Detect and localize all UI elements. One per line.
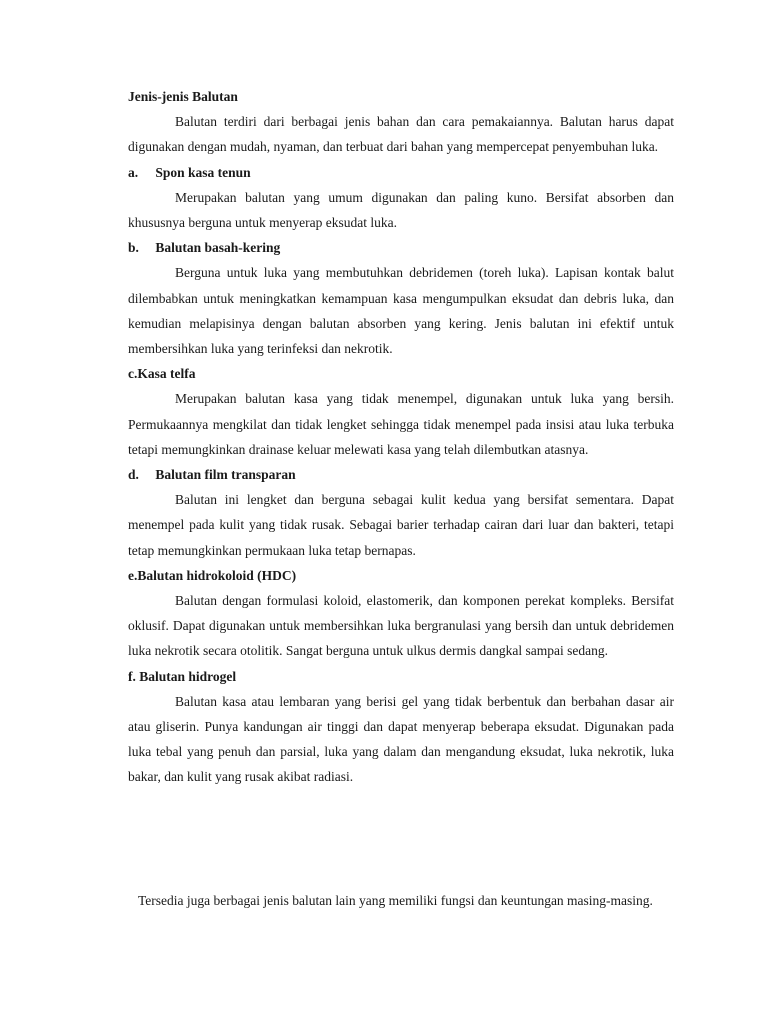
section-b-heading	[128, 235, 674, 260]
section-c-heading	[128, 361, 674, 386]
document-body	[128, 84, 674, 790]
section-c-marker: c.	[128, 366, 138, 382]
intro-paragraph: Balutan terdiri dari berbagai jenis bahan dan cara pemakaiannya. Balutan harus dapat digunakan dengan mudah, nyaman, dan terbuat dari bahan yang mempercepat penyembuhan luka.	[128, 114, 674, 155]
section-c-title: Kasa telfa	[137, 366, 196, 382]
section-b-marker: b.	[128, 240, 139, 256]
section-d-body: Balutan ini lengket dan berguna sebagai kulit kedua yang bersifat sementara. Dapat menempel pada kulit yang tidak rusak. Sebagai barier terhadap cairan dari luar dan bakteri, tetapi tetap memungkinkan permukaan luka tetap bernapas.	[128, 492, 674, 558]
section-c-body: Merupakan balutan kasa yang tidak menempel, digunakan untuk luka yang bersih. Permukaannya mengkilat dan tidak lengket sehingga tidak menempel pada insisi atau luka terbuka tetapi memungkinkan drainase keluar melewati kasa yang telah dilembutkan atasnya.	[128, 391, 674, 457]
section-f-title: Balutan hidrogel	[139, 668, 237, 684]
section-d-heading	[128, 462, 674, 487]
section-d-marker: d.	[128, 467, 139, 483]
section-e-heading	[128, 563, 674, 588]
section-a-body: Merupakan balutan yang umum digunakan dan paling kuno. Bersifat absorben dan khususnya berguna untuk menyerap eksudat luka.	[128, 189, 674, 231]
section-a-heading	[128, 160, 674, 185]
section-a-title: Spon kasa tenun	[155, 164, 251, 180]
section-f-body: Balutan kasa atau lembaran yang berisi gel yang tidak berbentuk dan berbahan dasar air atau gliserin. Punya kandungan air tinggi dan dapat menyerap beberapa eksudat. Digunakan pada luka tebal yang penuh dan parsial, luka yang dalam dan mengandung eksudat, luka nekrotik, luka bakar, dan kulit yang rusak akibat radiasi.	[128, 693, 674, 785]
section-f-marker: f.	[128, 668, 136, 684]
section-e-marker: e.	[128, 567, 138, 583]
document-title: Jenis-jenis Balutan	[128, 89, 238, 104]
closing-paragraph: Tersedia juga berbagai jenis balutan lain yang memiliki fungsi dan keuntungan masing-masing.	[138, 893, 653, 908]
section-b-title: Balutan basah-kering	[155, 240, 281, 256]
section-f-heading	[128, 664, 674, 689]
section-e-body: Balutan dengan formulasi koloid, elastomerik, dan komponen perekat kompleks. Bersifat oklusif. Dapat digunakan untuk membersihkan luka bergranulasi yang bersih dan untuk debridemen luka nekrotik secara otolitik. Sangat berguna untuk ulkus dermis dangkal sampai sedang.	[128, 593, 674, 659]
section-b-body: Berguna untuk luka yang membutuhkan debridemen (toreh luka). Lapisan kontak balut dilembabkan untuk meningkatkan kemampuan kasa mengumpulkan eksudat dan debris luka, dan kemudian melapisinya dengan balutan absorben yang kering. Jenis balutan ini efektif untuk membersihkan luka yang terinfeksi dan nekrotik.	[128, 265, 674, 357]
section-d-title: Balutan film transparan	[155, 467, 296, 483]
section-a-marker: a.	[128, 164, 139, 180]
section-e-title: Balutan hidrokoloid (HDC)	[137, 567, 297, 583]
